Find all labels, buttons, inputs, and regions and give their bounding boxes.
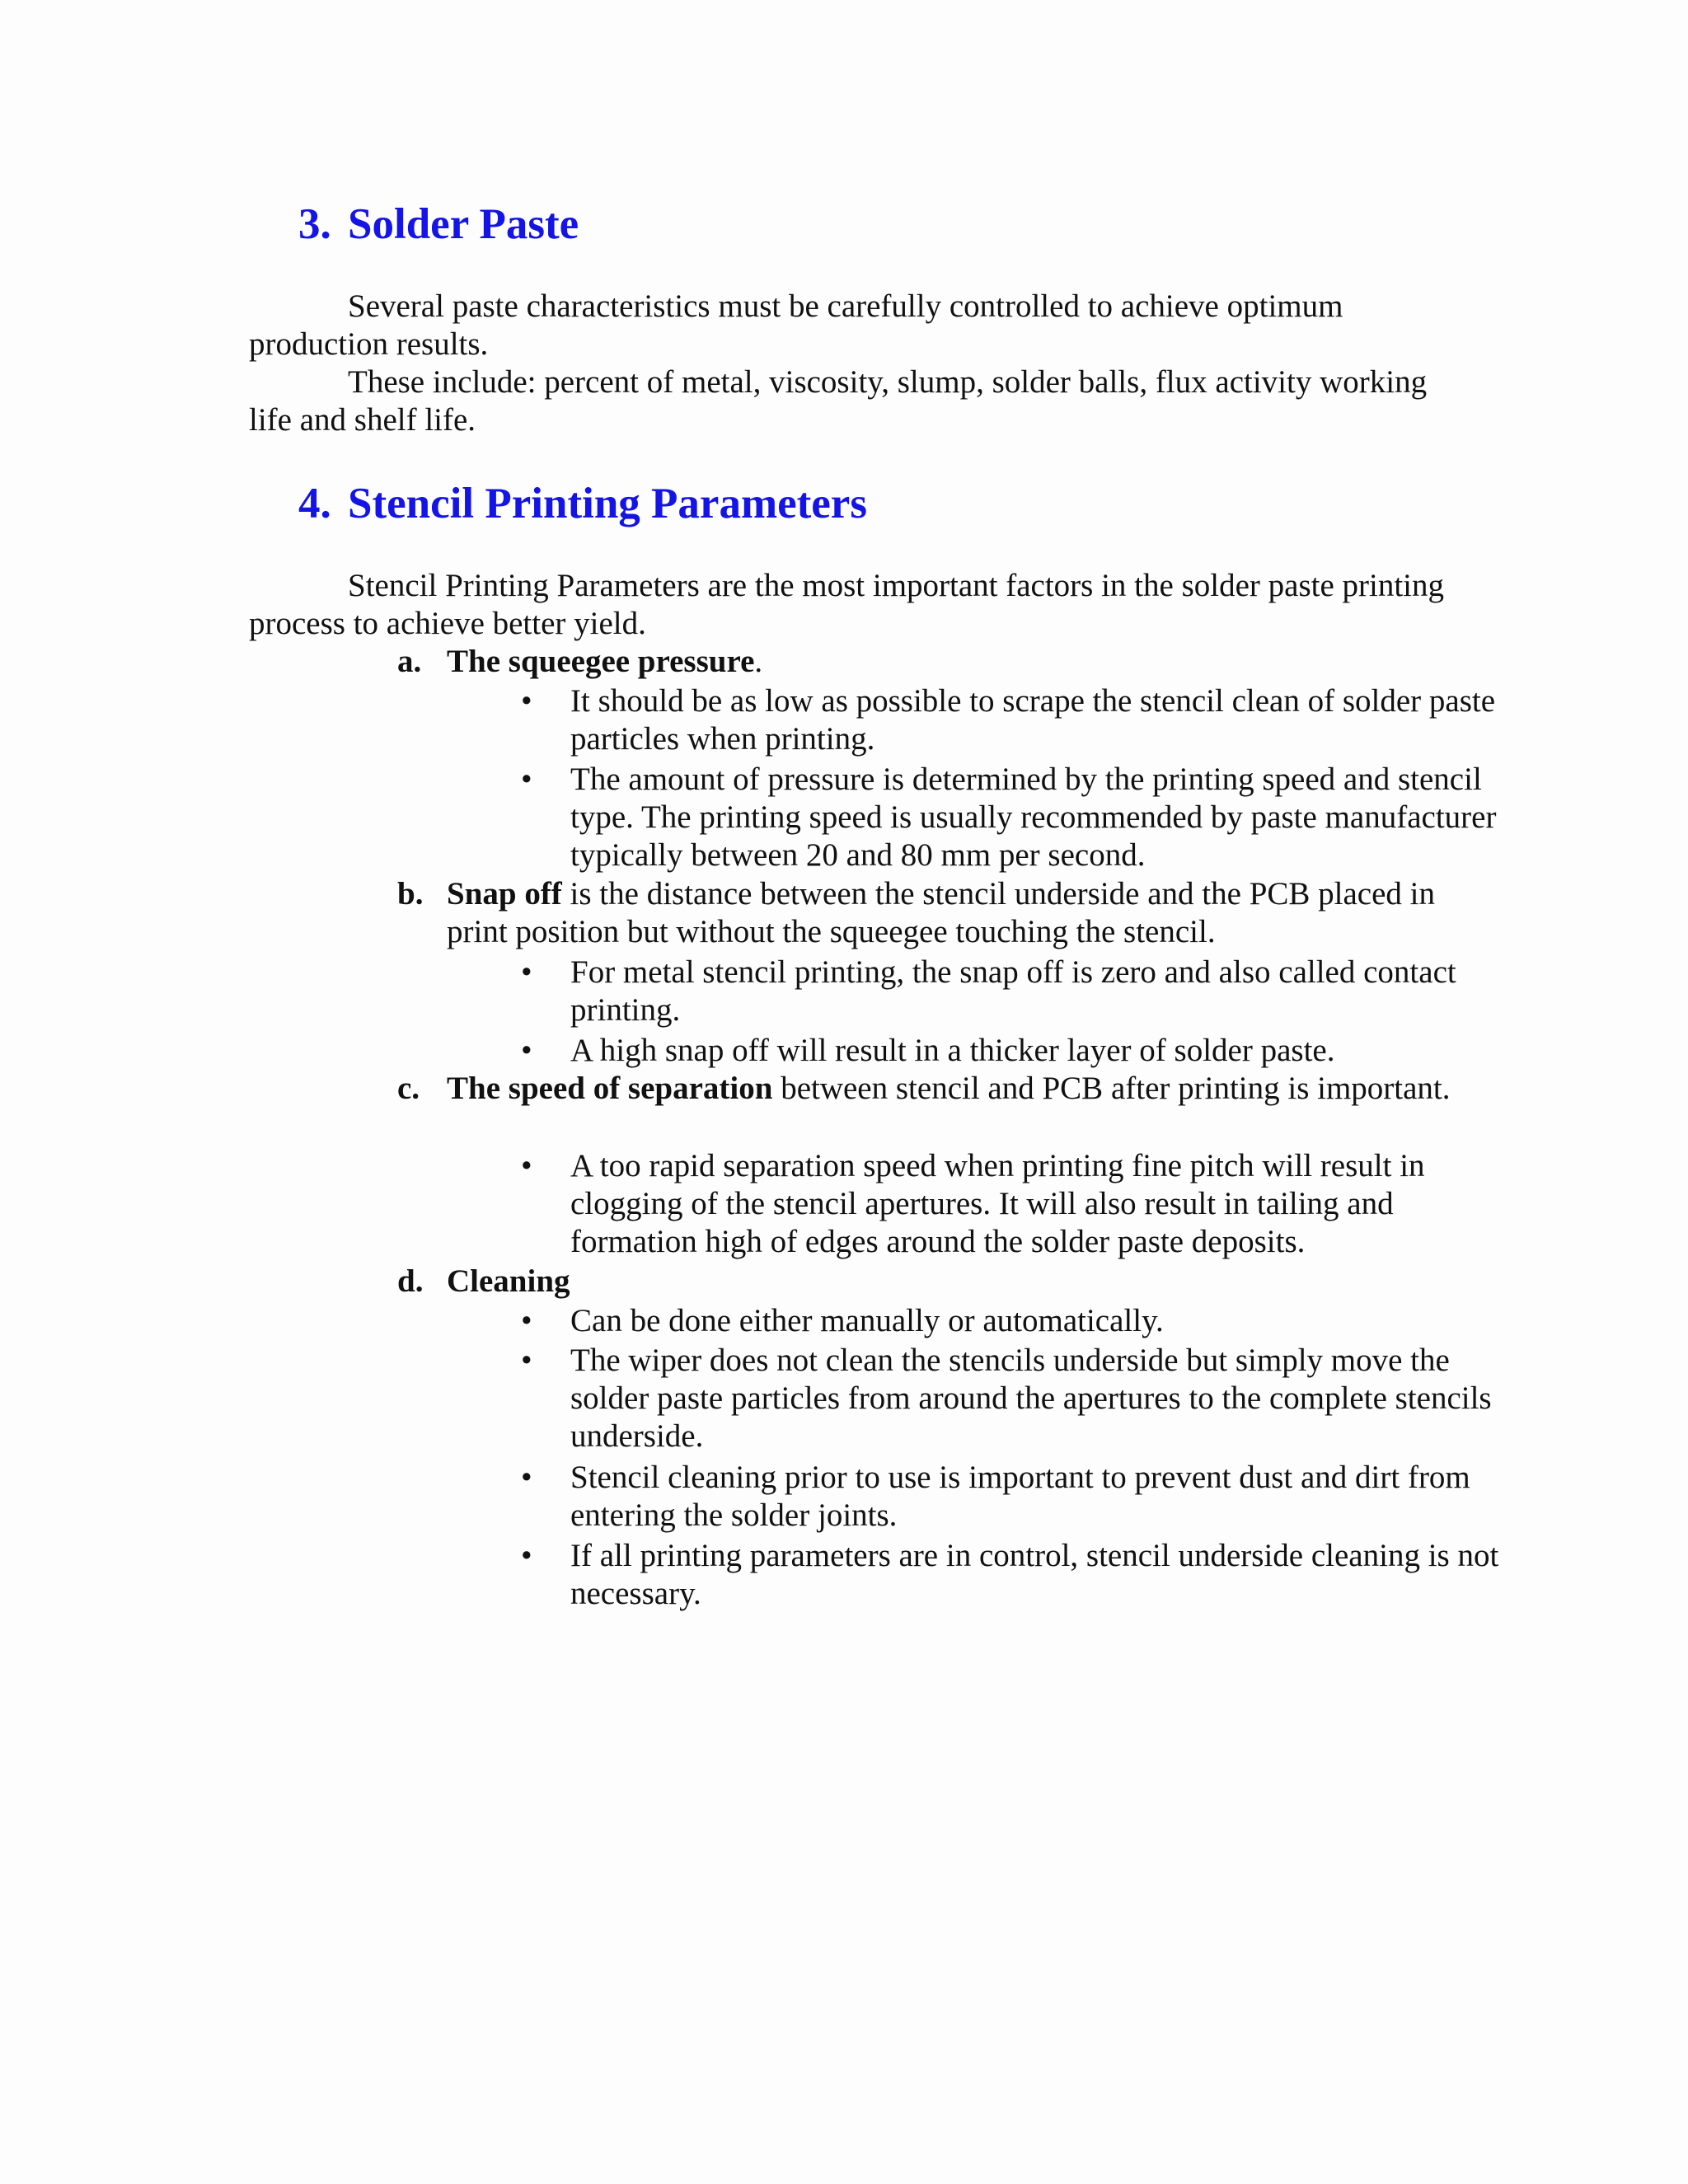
list-item-text: between stencil and PCB after printing is important.: [772, 1071, 1451, 1106]
list-marker: c.: [397, 1071, 420, 1106]
section-3-paragraph-1: Several paste characteristics must be carefully controlled to achieve optimum production results.: [249, 288, 1343, 362]
list-item-speed-of-separation: [397, 1070, 1502, 1108]
bullet-icon: •: [521, 1538, 532, 1573]
bullet-icon: •: [521, 1148, 532, 1183]
bullet-text: A high snap off will result in a thicker layer of solder paste.: [570, 1033, 1335, 1068]
bullet-text: A too rapid separation speed when printing fine pitch will result in clogging of the stencil apertures. It will also result in tailing and formation high of edges around the solder paste deposits.: [570, 1148, 1425, 1259]
bullet-text: The wiper does not clean the stencils underside but simply move the solder paste particles from around the apertures to the complete stencils underside.: [570, 1343, 1492, 1454]
bullet-item: [521, 1459, 1502, 1535]
bullet-icon: •: [521, 762, 532, 797]
bullet-item: [521, 1147, 1502, 1261]
section-4-number: 4.: [298, 480, 331, 527]
bullet-text: If all printing parameters are in control, stencil underside cleaning is not necessary.: [570, 1538, 1499, 1611]
list-item-text: .: [754, 644, 763, 679]
bullet-text: Stencil cleaning prior to use is important to prevent dust and dirt from entering the solder joints.: [570, 1460, 1470, 1533]
bullet-icon: •: [521, 1303, 532, 1338]
list-item-squeegee-pressure: [397, 643, 1502, 681]
section-3-heading: [298, 199, 579, 249]
list-item-term: The squeegee pressure: [447, 644, 755, 679]
list-marker: a.: [397, 644, 422, 679]
section-4-title: Stencil Printing Parameters: [348, 480, 867, 527]
list-marker: d.: [397, 1263, 424, 1299]
bullet-text: For metal stencil printing, the snap off is zero and also called contact printing.: [570, 954, 1456, 1028]
section-4-intro: Stencil Printing Parameters are the most important factors in the solder paste printing process to achieve better yield.: [249, 568, 1445, 641]
section-3-title: Solder Paste: [348, 200, 579, 248]
list-item-snap-off: [397, 875, 1502, 951]
bullet-item: [521, 1537, 1502, 1613]
bullet-item: [521, 954, 1502, 1029]
list-item-term: Cleaning: [447, 1263, 570, 1299]
list-item-term: The speed of separation: [447, 1071, 773, 1106]
bullet-item: [521, 1302, 1502, 1340]
list-item-term: Snap off: [447, 876, 562, 912]
list-item-text: is the distance between the stencil underside and the PCB placed in print position but without the squeegee touching the stencil.: [447, 876, 1436, 949]
section-4-heading: [298, 479, 867, 528]
bullet-item: [521, 682, 1502, 758]
bullet-icon: •: [521, 683, 532, 719]
bullet-item: [521, 1032, 1502, 1070]
bullet-icon: •: [521, 1460, 532, 1495]
bullet-icon: •: [521, 954, 532, 990]
bullet-text: The amount of pressure is determined by the printing speed and stencil type. The printing speed is usually recommended by paste manufacturer typically between 20 and 80 mm per second.: [570, 762, 1497, 873]
bullet-text: It should be as low as possible to scrape the stencil clean of solder paste particles when printing.: [570, 683, 1496, 757]
bullet-item: [521, 1342, 1502, 1455]
bullet-icon: •: [521, 1033, 532, 1068]
section-3-paragraph-2: These include: percent of metal, viscosity, slump, solder balls, flux activity working life and shelf life.: [249, 364, 1428, 438]
bullet-icon: •: [521, 1343, 532, 1378]
list-item-cleaning: [397, 1263, 1502, 1301]
list-marker: b.: [397, 876, 424, 912]
section-3-number: 3.: [298, 200, 331, 248]
bullet-item: [521, 761, 1502, 874]
bullet-text: Can be done either manually or automatically.: [570, 1303, 1164, 1338]
